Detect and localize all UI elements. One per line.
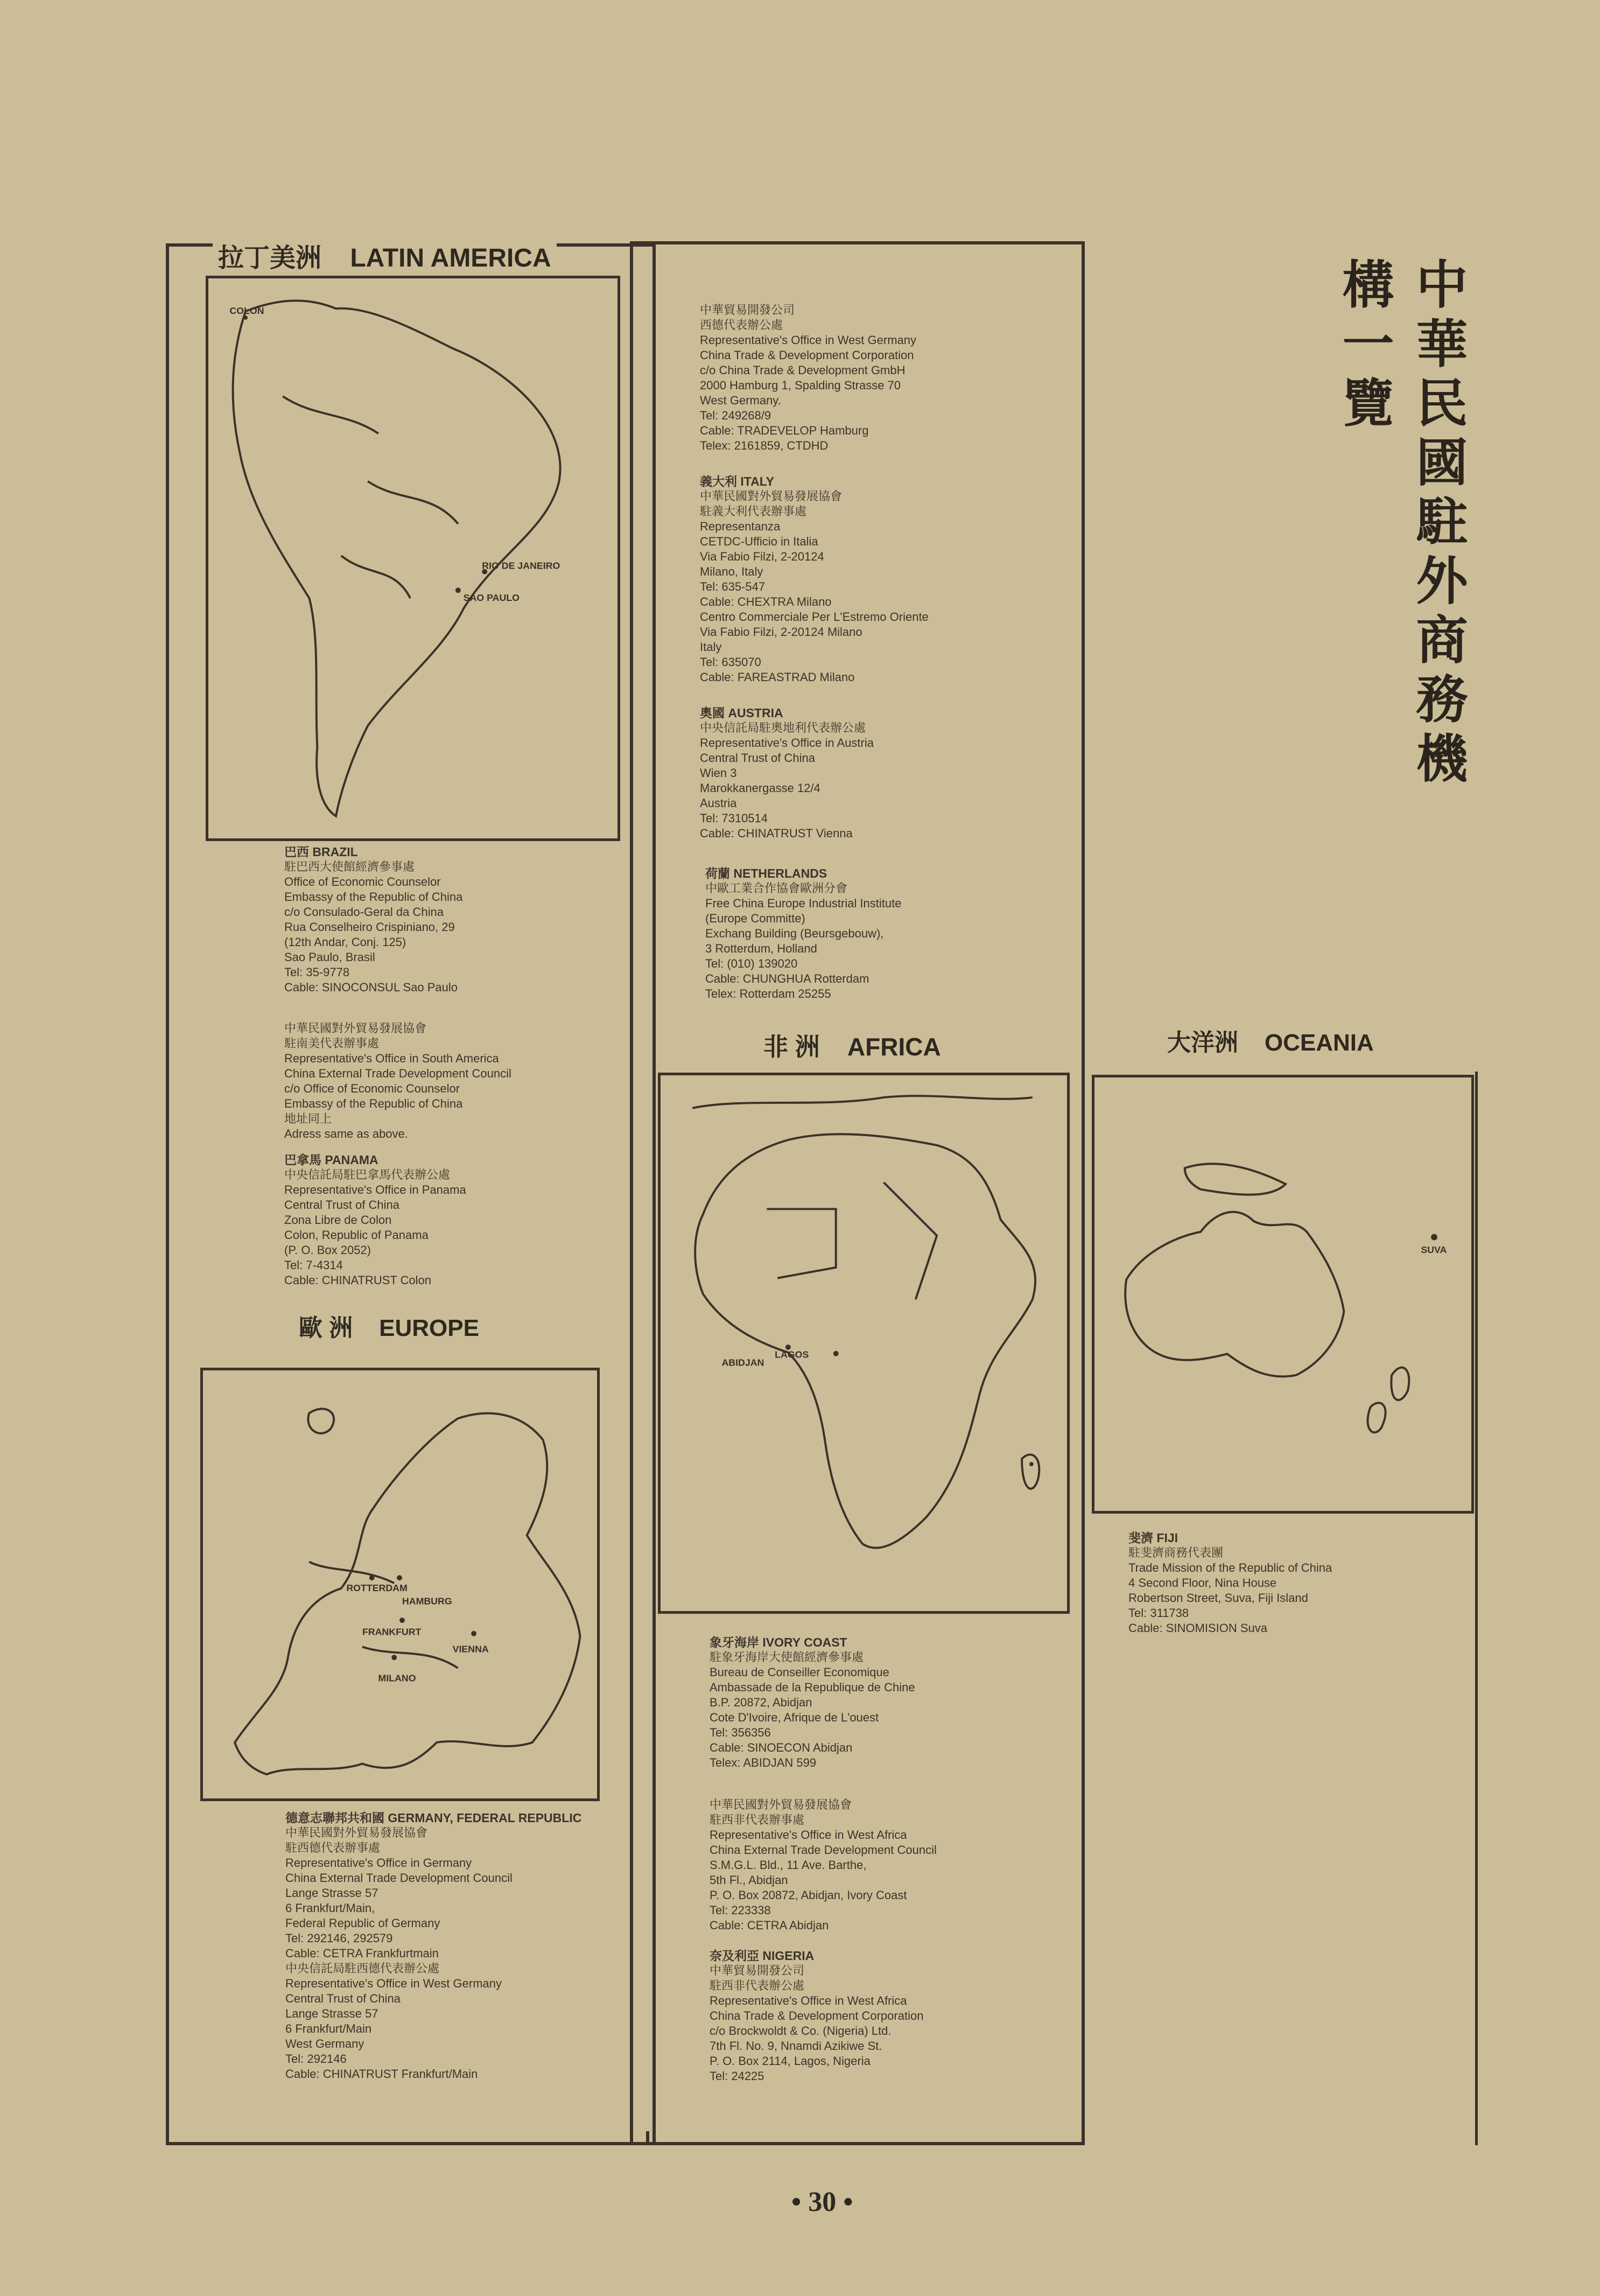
entry-line: 荷蘭 NETHERLANDS xyxy=(705,866,827,880)
entry-line: Tel: 223338 xyxy=(710,1903,771,1917)
entry-line: Representative's Office in West Germany xyxy=(285,1977,502,1990)
entry-line: Representative's Office in West Africa xyxy=(710,1994,907,2007)
map-label-suva: SUVA xyxy=(1421,1244,1447,1256)
entry-line: Telex: 2161859, CTDHD xyxy=(700,439,829,452)
entry-line: 駐象牙海岸大使館經濟參事處 xyxy=(710,1650,864,1664)
oceania-heading-zh: 大洋洲 xyxy=(1167,1030,1238,1056)
entry-line: 4 Second Floor, Nina House xyxy=(1128,1576,1277,1590)
entry-line: 地址同上 xyxy=(284,1112,332,1125)
entry-line: Bureau de Conseiller Economique xyxy=(710,1665,889,1679)
ivory-coast-entry xyxy=(710,1635,915,1770)
entry-line: 駐南美代表辦事處 xyxy=(284,1037,380,1050)
entry-line: Cable: CETRA Frankfurtmain xyxy=(285,1947,439,1960)
entry-line: 駐義大利代表辦事處 xyxy=(700,505,807,518)
entry-line: China Trade & Development Corporation xyxy=(700,348,914,362)
entry-line: China External Trade Development Council xyxy=(710,1843,937,1857)
entry-line: Representative's Office in West Germany xyxy=(700,333,916,347)
entry-line: 中華貿易開發公司 xyxy=(710,1964,805,1977)
oceania-heading xyxy=(1167,1023,1374,1058)
entry-line: Tel: 249268/9 xyxy=(700,409,771,422)
entry-line: (P. O. Box 2052) xyxy=(284,1243,371,1257)
entry-line: Cote D'Ivoire, Afrique de L'ouest xyxy=(710,1711,879,1724)
panama-entry xyxy=(284,1152,466,1288)
europe-map xyxy=(200,1368,600,1801)
entry-line: Cable: CHINATRUST Frankfurt/Main xyxy=(285,2067,478,2081)
map-label-frankfurt: FRANKFURT xyxy=(362,1626,422,1637)
entry-line: Tel: 292146, 292579 xyxy=(285,1931,393,1945)
entry-line: 中華民國對外貿易發展協會 xyxy=(284,1021,427,1035)
entry-line: 6 Frankfurt/Main xyxy=(285,2022,372,2035)
entry-line: Lange Strasse 57 xyxy=(285,1886,378,1900)
entry-line: Representative's Office in Panama xyxy=(284,1183,466,1196)
entry-line: Cable: TRADEVELOP Hamburg xyxy=(700,424,869,437)
entry-line: Tel: 35-9778 xyxy=(284,965,350,979)
entry-line: Robertson Street, Suva, Fiji Island xyxy=(1128,1591,1308,1605)
netherlands-entry xyxy=(705,866,901,1002)
entry-line: 中央信託局駐巴拿馬代表辦公處 xyxy=(284,1168,451,1181)
entry-line: Telex: ABIDJAN 599 xyxy=(710,1756,817,1769)
map-label-rotterdam: ROTTERDAM xyxy=(346,1582,408,1593)
brazil-entry xyxy=(284,844,462,995)
austria-entry xyxy=(700,705,874,841)
entry-line: 駐西非代表辦事處 xyxy=(710,1813,805,1826)
entry-line: China Trade & Development Corporation xyxy=(710,2009,924,2022)
entry-line: Representanza xyxy=(700,520,781,533)
europe-heading-en: EUROPE xyxy=(379,1315,479,1341)
entry-line: Cable: FAREASTRAD Milano xyxy=(700,670,855,684)
map-label-milano: MILANO xyxy=(378,1672,416,1684)
entry-line: Colon, Republic of Panama xyxy=(284,1228,429,1242)
entry-line: 中央信託局駐奧地利代表辦公處 xyxy=(700,721,866,734)
entry-line: 5th Fl., Abidjan xyxy=(710,1873,788,1887)
entry-line: Central Trust of China xyxy=(284,1198,399,1212)
entry-line: Central Trust of China xyxy=(285,1992,401,2005)
entry-line: Cable: SINOECON Abidjan xyxy=(710,1741,853,1754)
map-label-saopaulo: SAO PAULO xyxy=(463,592,520,603)
entry-line: Milano, Italy xyxy=(700,565,763,578)
map-label-colon: COLON xyxy=(229,305,264,316)
entry-line: S.M.G.L. Bld., 11 Ave. Barthe, xyxy=(710,1858,867,1872)
entry-line: China External Trade Development Council xyxy=(285,1871,513,1885)
entry-line: Representative's Office in South America xyxy=(284,1052,499,1065)
entry-line: (12th Andar, Conj. 125) xyxy=(284,935,406,949)
entry-line: Telex: Rotterdam 25255 xyxy=(705,987,831,1000)
entry-line: 西德代表辦公處 xyxy=(700,318,783,332)
map-label-abidjan: ABIDJAN xyxy=(721,1357,764,1368)
entry-line: (Europe Committe) xyxy=(705,912,805,925)
latin-america-heading xyxy=(213,237,557,274)
europe-outline xyxy=(203,1370,597,1798)
map-label-vienna: VIENNA xyxy=(452,1643,489,1655)
entry-line: 7th Fl. No. 9, Nnamdi Azikiwe St. xyxy=(710,2039,882,2053)
entry-line: c/o Office of Economic Counselor xyxy=(284,1082,460,1095)
entry-line: Via Fabio Filzi, 2-20124 xyxy=(700,550,824,563)
entry-line: c/o Brockwoldt & Co. (Nigeria) Ltd. xyxy=(710,2024,892,2038)
entry-line: 6 Frankfurt/Main, xyxy=(285,1901,375,1915)
map-label-hamburg: HAMBURG xyxy=(402,1595,452,1607)
entry-line: Tel: 635070 xyxy=(700,655,761,669)
bottom-frame xyxy=(646,2131,1085,2145)
latin-america-heading-zh: 拉丁美洲 xyxy=(218,244,322,272)
entry-line: P. O. Box 2114, Lagos, Nigeria xyxy=(710,2054,871,2068)
entry-line: West Germany. xyxy=(700,394,781,407)
nigeria-entry xyxy=(710,1948,923,2084)
entry-line: Tel: 7-4314 xyxy=(284,1258,343,1272)
entry-line: Cable: CHEXTRA Milano xyxy=(700,595,832,608)
entry-line: Representative's Office in West Africa xyxy=(710,1828,907,1842)
entry-line: 象牙海岸 IVORY COAST xyxy=(710,1635,847,1649)
latin-america-heading-en: LATIN AMERICA xyxy=(350,244,551,272)
entry-line: Via Fabio Filzi, 2-20124 Milano xyxy=(700,625,862,639)
map-label-rio: RIO DE JANEIRO xyxy=(482,560,560,571)
entry-line: Office of Economic Counselor xyxy=(284,875,441,888)
entry-line: Lange Strasse 57 xyxy=(285,2007,378,2020)
page-number: • 30 • xyxy=(791,2187,853,2217)
entry-line: Tel: 356356 xyxy=(710,1726,771,1739)
entry-line: 巴拿馬 PANAMA xyxy=(284,1153,378,1167)
west-africa-cetdc-entry xyxy=(710,1797,937,1933)
entry-line: West Germany xyxy=(285,2037,364,2050)
entry-line: Wien 3 xyxy=(700,766,737,780)
entry-line: Trade Mission of the Republic of China xyxy=(1128,1561,1332,1574)
entry-line: Adress same as above. xyxy=(284,1127,408,1140)
entry-line: c/o Consulado-Geral da China xyxy=(284,905,444,919)
entry-line: Representative's Office in Germany xyxy=(285,1856,472,1870)
entry-line: 中歐工業合作協會歐洲分會 xyxy=(705,881,848,895)
africa-heading-zh: 非 洲 xyxy=(763,1033,820,1061)
oceania-heading-en: OCEANIA xyxy=(1264,1030,1374,1056)
entry-line: 斐濟 FIJI xyxy=(1128,1531,1178,1545)
entry-line: Marokkanergasse 12/4 xyxy=(700,781,820,795)
entry-line: Cable: CHINATRUST Colon xyxy=(284,1273,432,1287)
entry-line: Tel: 24225 xyxy=(710,2069,764,2083)
entry-line: 巴西 BRAZIL xyxy=(284,845,358,859)
ctdc-hamburg-entry xyxy=(700,303,916,453)
south-america-outline xyxy=(208,278,617,838)
entry-line: Central Trust of China xyxy=(700,751,815,765)
entry-line: Cable: CETRA Abidjan xyxy=(710,1919,829,1932)
entry-line: 中華民國對外貿易發展協會 xyxy=(285,1826,428,1839)
entry-line: Ambassade de la Republique de Chine xyxy=(710,1681,915,1694)
entry-line: 駐西非代表辦公處 xyxy=(710,1979,805,1992)
entry-line: 中華民國對外貿易發展協會 xyxy=(710,1798,852,1811)
latin-america-map xyxy=(206,276,620,841)
entry-line: Tel: 7310514 xyxy=(700,811,768,825)
entry-line: 奧國 AUSTRIA xyxy=(700,706,783,720)
entry-line: P. O. Box 20872, Abidjan, Ivory Coast xyxy=(710,1888,907,1902)
entry-line: B.P. 20872, Abidjan xyxy=(710,1696,812,1709)
entry-line: Zona Libre de Colon xyxy=(284,1213,392,1227)
entry-line: Rua Conselheiro Crispiniano, 29 xyxy=(284,920,455,934)
entry-line: 奈及利亞 NIGERIA xyxy=(710,1949,815,1963)
europe-heading-zh: 歐 洲 xyxy=(299,1315,353,1341)
africa-heading xyxy=(763,1027,941,1063)
entry-line: Cable: CHUNGHUA Rotterdam xyxy=(705,972,869,985)
entry-line: Federal Republic of Germany xyxy=(285,1916,440,1930)
entry-line: Tel: (010) 139020 xyxy=(705,957,798,970)
entry-line: Embassy of the Republic of China xyxy=(284,1097,463,1110)
entry-line: Embassy of the Republic of China xyxy=(284,890,463,904)
entry-line: 駐巴西大使館經濟參事處 xyxy=(284,860,415,873)
africa-outline xyxy=(661,1075,1067,1611)
entry-line: Free China Europe Industrial Institute xyxy=(705,897,902,910)
entry-line: Tel: 292146 xyxy=(285,2052,347,2066)
entry-line: Cable: SINOMISION Suva xyxy=(1128,1621,1267,1635)
entry-line: Representative's Office in Austria xyxy=(700,736,874,750)
entry-line: 德意志聯邦共和國 GERMANY, FEDERAL REPUBLIC xyxy=(285,1811,582,1825)
oceania-map xyxy=(1092,1075,1474,1514)
italy-entry xyxy=(700,474,929,685)
entry-line: Sao Paulo, Brasil xyxy=(284,950,375,964)
entry-line: CETDC-Ufficio in Italia xyxy=(700,535,818,548)
entry-line: 中華民國對外貿易發展協會 xyxy=(700,489,843,503)
europe-heading xyxy=(299,1308,479,1343)
entry-line: c/o China Trade & Development GmbH xyxy=(700,363,906,377)
oceania-outline xyxy=(1094,1077,1471,1511)
entry-line: 中央信託局駐西德代表辦公處 xyxy=(285,1962,440,1975)
entry-line: Exchang Building (Beursgebouw), xyxy=(705,927,884,940)
entry-line: China External Trade Development Council xyxy=(284,1067,511,1080)
map-label-lagos: LAGOS xyxy=(775,1349,809,1360)
entry-line: Cable: SINOCONSUL Sao Paulo xyxy=(284,981,458,994)
germany-entry xyxy=(285,1810,581,2082)
entry-line: Tel: 635-547 xyxy=(700,580,766,593)
entry-line: 2000 Hamburg 1, Spalding Strasse 70 xyxy=(700,379,901,392)
africa-map xyxy=(658,1073,1070,1614)
entry-line: Centro Commerciale Per L'Estremo Oriente xyxy=(700,610,929,624)
entry-line: 駐西德代表辦事處 xyxy=(285,1841,381,1854)
entry-line: Italy xyxy=(700,640,722,654)
entry-line: 駐斐濟商務代表團 xyxy=(1128,1546,1224,1559)
fiji-entry xyxy=(1128,1530,1332,1636)
entry-line: Cable: CHINATRUST Vienna xyxy=(700,827,853,840)
south-america-cetdc-entry xyxy=(284,1021,511,1142)
entry-line: Tel: 311738 xyxy=(1128,1606,1189,1620)
entry-line: 3 Rotterdum, Holland xyxy=(705,942,817,955)
africa-heading-en: AFRICA xyxy=(847,1033,941,1061)
entry-line: 中華貿易開發公司 xyxy=(700,303,795,317)
page-title: 中華民國駐外商務機構一覽 xyxy=(1334,257,1468,790)
entry-line: Austria xyxy=(700,796,737,810)
entry-line: 義大利 ITALY xyxy=(700,474,775,488)
